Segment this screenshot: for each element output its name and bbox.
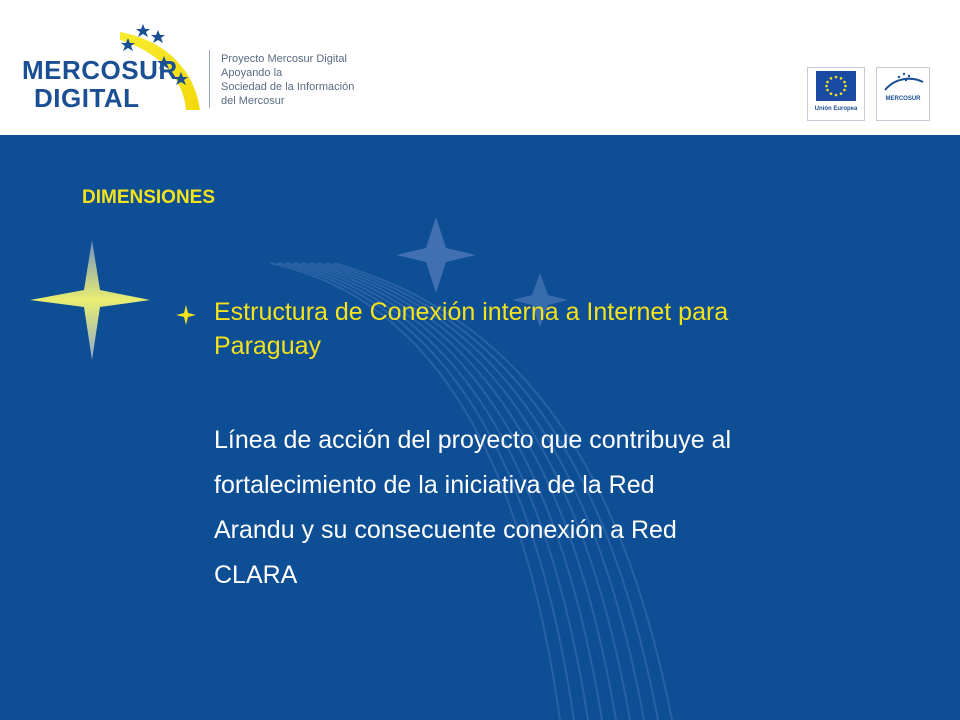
project-line: del Mercosur [221, 95, 285, 107]
slide-title: DIMENSIONES [82, 187, 216, 208]
project-line: Apoyando la [221, 67, 283, 79]
mercosur-emblem-icon [877, 68, 929, 94]
large-star-icon [30, 240, 150, 360]
header [0, 0, 960, 135]
mercosur-label: MERCOSUR [885, 96, 921, 102]
logo-text-line1: MERCOSUR [22, 55, 178, 85]
eu-flag-icon [816, 71, 856, 101]
project-line: Proyecto Mercosur Digital [221, 53, 347, 65]
project-description [221, 52, 354, 108]
four-point-star-icon [176, 305, 196, 325]
project-line: Sociedad de la Información [221, 81, 355, 93]
star-icon [136, 24, 150, 37]
bullet-title: Estructura de Conexión interna a Internet para Paraguay [214, 298, 729, 360]
eu-label: Unión Europea [814, 106, 858, 112]
eu-logo [807, 67, 865, 121]
decorative-star-icon [396, 217, 476, 293]
content-area [0, 135, 960, 720]
mercosur-logo [876, 67, 930, 121]
logo-text-line2: DIGITAL [34, 83, 140, 113]
logo-divider [209, 50, 210, 108]
star-icon [151, 30, 165, 43]
body-text: Línea de acción del proyecto que contribuye al fortalecimiento de la iniciativa de la Red Arandu y su consecuente conexión a Red CLARA [214, 426, 732, 589]
